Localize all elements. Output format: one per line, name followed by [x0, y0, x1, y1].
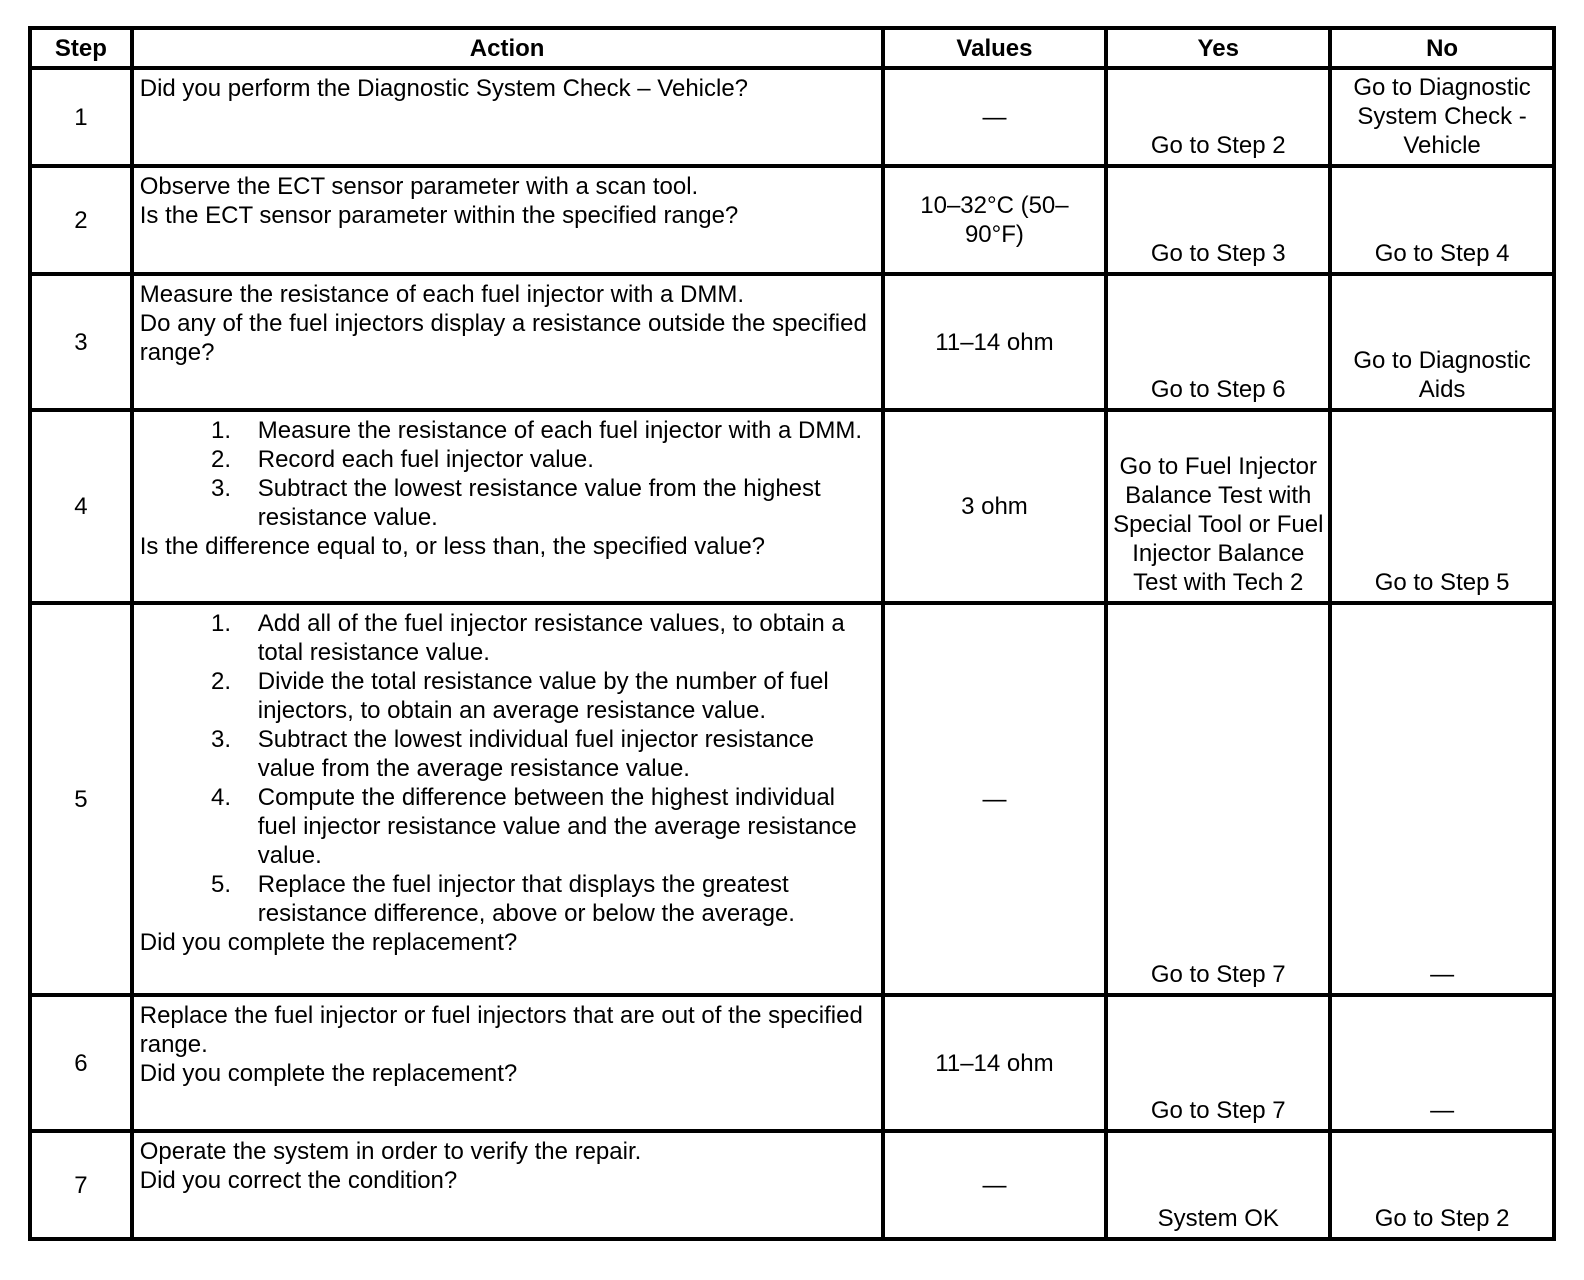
- action-cell: [132, 410, 883, 603]
- no-cell: Go to Step 5: [1330, 410, 1554, 603]
- no-cell: Go to Diagnostic System Check - Vehicle: [1330, 68, 1554, 166]
- no-cell: Go to Step 2: [1330, 1131, 1554, 1239]
- action-cell: [132, 995, 883, 1131]
- table-row: [30, 410, 1554, 603]
- substep-item: 1. Add all of the fuel injector resistance values, to obtain a total resistance value.: [238, 609, 873, 667]
- value-cell: 11–14 ohm: [883, 274, 1107, 410]
- diagnostic-table: [28, 26, 1556, 1241]
- substep-item: 1. Measure the resistance of each fuel injector with a DMM.: [238, 416, 873, 445]
- value-cell: —: [883, 68, 1107, 166]
- header-row: [30, 28, 1554, 68]
- substep-item: 2. Divide the total resistance value by the number of fuel injectors, to obtain an average resistance value.: [238, 667, 873, 725]
- yes-cell: Go to Step 7: [1106, 995, 1330, 1131]
- substep-item: 3. Subtract the lowest individual fuel injector resistance value from the average resistance value.: [238, 725, 873, 783]
- table-row: [30, 68, 1554, 166]
- yes-cell: System OK: [1106, 1131, 1330, 1239]
- yes-cell: Go to Step 3: [1106, 166, 1330, 274]
- no-cell: —: [1330, 603, 1554, 995]
- yes-cell: Go to Step 2: [1106, 68, 1330, 166]
- action-text: Did you perform the Diagnostic System Check – Vehicle?: [139, 75, 749, 102]
- action-question: Is the ECT sensor parameter within the specified range?: [139, 202, 739, 229]
- step-number: 1: [30, 68, 132, 166]
- action-text: Operate the system in order to verify the repair.: [139, 1138, 642, 1165]
- yes-cell: Go to Step 7: [1106, 603, 1330, 995]
- value-cell: 11–14 ohm: [883, 995, 1107, 1131]
- substep-item: 5. Replace the fuel injector that displays the greatest resistance difference, above or below the average.: [238, 870, 873, 928]
- action-question: Did you complete the replacement?: [139, 929, 518, 956]
- no-cell: —: [1330, 995, 1554, 1131]
- value-cell: 3 ohm: [883, 410, 1107, 603]
- action-text: Measure the resistance of each fuel injector with a DMM.: [139, 281, 744, 308]
- step-number: 3: [30, 274, 132, 410]
- action-question: Is the difference equal to, or less than, the specified value?: [139, 533, 766, 560]
- step-number: 4: [30, 410, 132, 603]
- substep-item: 3. Subtract the lowest resistance value from the highest resistance value.: [238, 474, 873, 532]
- yes-cell: Go to Fuel Injector Balance Test with Special Tool or Fuel Injector Balance Test with Tech 2: [1106, 410, 1330, 603]
- header-action: Action: [132, 28, 883, 68]
- action-cell: [132, 166, 883, 274]
- substep-list: [140, 416, 873, 532]
- action-text: Replace the fuel injector or fuel injectors that are out of the specified range.: [139, 1002, 863, 1058]
- action-question: Did you correct the condition?: [139, 1167, 458, 1194]
- substep-list: [140, 609, 873, 928]
- step-number: 6: [30, 995, 132, 1131]
- table-row: [30, 166, 1554, 274]
- table-row: [30, 603, 1554, 995]
- header-yes: Yes: [1106, 28, 1330, 68]
- action-text: Observe the ECT sensor parameter with a scan tool.: [139, 173, 699, 200]
- no-cell: Go to Step 4: [1330, 166, 1554, 274]
- value-cell: —: [883, 603, 1107, 995]
- action-cell: [132, 68, 883, 166]
- header-no: No: [1330, 28, 1554, 68]
- step-number: 7: [30, 1131, 132, 1239]
- yes-cell: Go to Step 6: [1106, 274, 1330, 410]
- table-row: [30, 274, 1554, 410]
- action-cell: [132, 1131, 883, 1239]
- action-question: Did you complete the replacement?: [139, 1060, 518, 1087]
- action-question: Do any of the fuel injectors display a resistance outside the specified range?: [139, 310, 867, 366]
- action-cell: [132, 603, 883, 995]
- no-cell: Go to Diagnostic Aids: [1330, 274, 1554, 410]
- substep-item: 4. Compute the difference between the highest individual fuel injector resistance value and the average resistance value.: [238, 783, 873, 870]
- value-cell: —: [883, 1131, 1107, 1239]
- header-step: Step: [30, 28, 132, 68]
- step-number: 5: [30, 603, 132, 995]
- substep-item: 2. Record each fuel injector value.: [238, 445, 873, 474]
- action-cell: [132, 274, 883, 410]
- value-cell: 10–32°C (50–90°F): [883, 166, 1107, 274]
- table-row: [30, 995, 1554, 1131]
- table-row: [30, 1131, 1554, 1239]
- step-number: 2: [30, 166, 132, 274]
- header-values: Values: [883, 28, 1107, 68]
